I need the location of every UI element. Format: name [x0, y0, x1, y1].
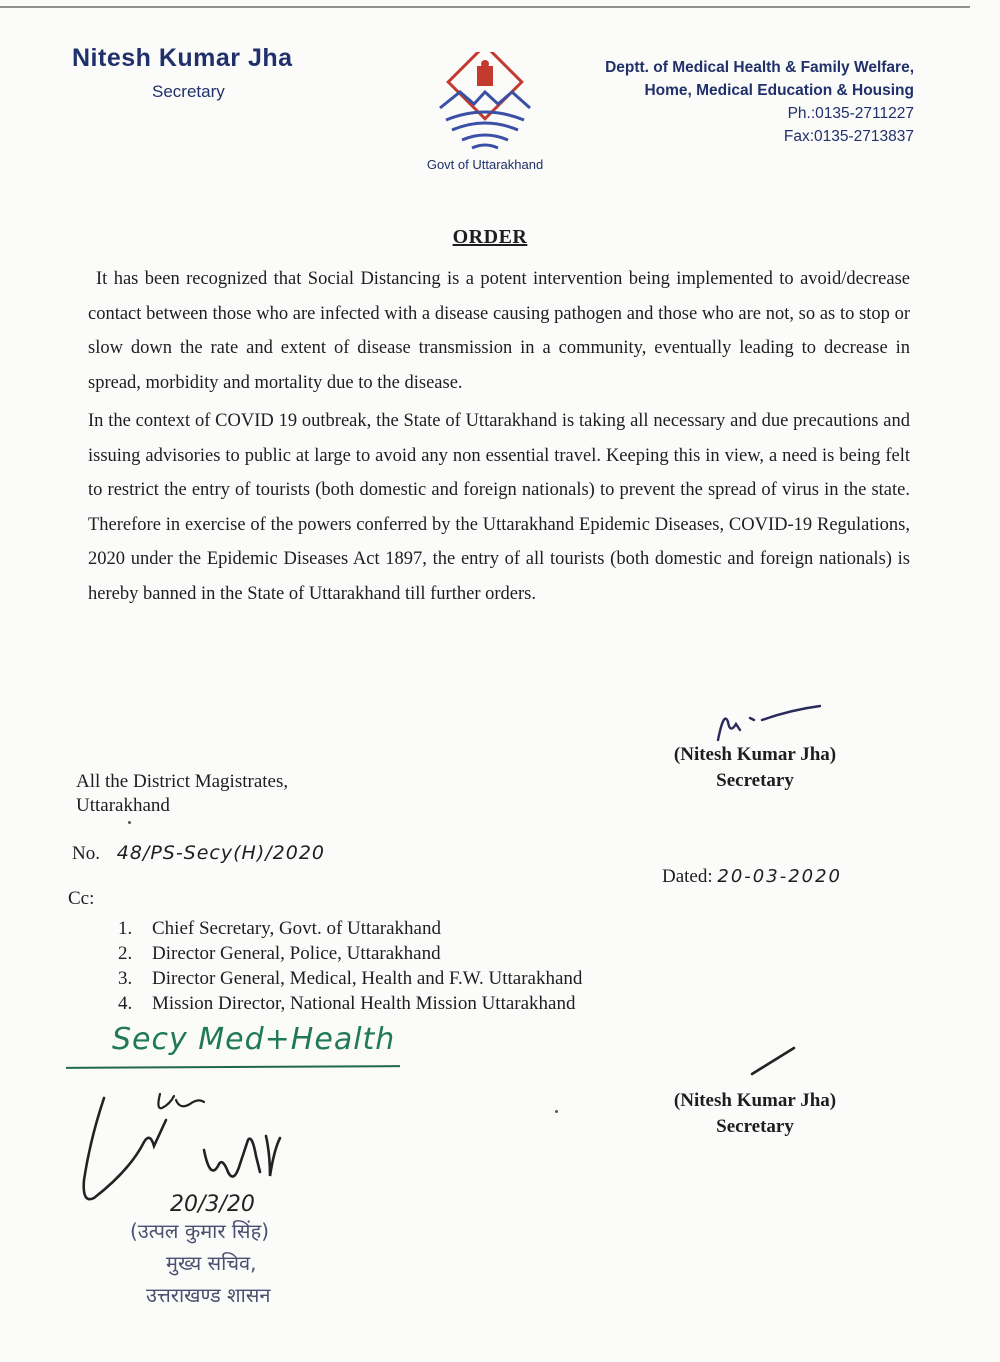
cc-item: 3. Director General, Medical, Health and F.W. Uttarakhand — [118, 968, 583, 989]
stamp-line-3: उत्तराखण्ड शासन — [146, 1283, 271, 1307]
letterhead-name: Nitesh Kumar Jha — [72, 44, 293, 72]
reference-value: 48/PS-Secy(H)/2020 — [116, 842, 325, 864]
department-line-2: Home, Medical Education & Housing — [644, 82, 914, 99]
signatory-name: (Nitesh Kumar Jha) — [673, 1090, 837, 1111]
signatory-role: Secretary — [716, 1116, 794, 1137]
scan-edge-line — [0, 6, 970, 8]
handwritten-date: 20/3/20 — [170, 1192, 255, 1217]
department-line-1: Deptt. of Medical Health & Family Welfare, — [605, 59, 914, 76]
handwritten-note: Secy Med+Health — [112, 1022, 396, 1057]
paragraph-2: In the context of COVID 19 outbreak, the State of Uttarakhand is taking all necessary and due precautions and issuing advisories to public at large to avoid any non essential travel. Keeping this in view, a need is being felt to restrict the entry of tourists (both domestic and foreign nationals) to prevent the spread of virus in the state. Therefore in exercise of the powers conferred by the Uttarakhand Epidemic Diseases, COVID-19 Regulations, 2020 under the Epidemic Diseases Act 1897, the entry of all tourists (both domestic and foreign nationals) is hereby banned in the State of Uttarakhand till further orders. — [88, 411, 910, 604]
reference-label: No. — [72, 843, 100, 864]
cc-item: 4. Mission Director, National Health Mission Uttarakhand — [118, 993, 576, 1014]
underline-stroke — [66, 1065, 400, 1069]
speck — [555, 1110, 558, 1113]
cc-item: 1. Chief Secretary, Govt. of Uttarakhand — [118, 918, 441, 939]
addressee-line-2: Uttarakhand — [76, 795, 170, 816]
department-block — [605, 56, 914, 148]
date-label: Dated: — [662, 866, 713, 887]
signatory-role: Secretary — [716, 770, 794, 791]
document-title: ORDER — [452, 226, 528, 248]
cc-label: Cc: — [68, 888, 95, 909]
date-value: 20-03-2020 — [717, 866, 843, 887]
govt-emblem-icon — [432, 52, 538, 154]
paragraph-1: It has been recognized that Social Distancing is a potent intervention being implemented to avoid/decrease contact between those who are infected with a disease causing pathogen and those who are not, so as to stop or slow down the rate and extent of disease transmission in a community, eventually leading to decrease in spread, morbidity and mortality due to the disease. — [88, 269, 910, 393]
order-body — [88, 262, 910, 615]
signature-mark-icon — [748, 1044, 798, 1078]
cc-item: 2. Director General, Police, Uttarakhand — [118, 943, 441, 964]
date-line — [662, 866, 842, 888]
stamp-line-1: (उत्पल कुमार सिंह) — [130, 1219, 270, 1243]
addressee-line-1: All the District Magistrates, — [76, 771, 289, 792]
reference-number — [72, 842, 325, 865]
stamp-line-2: मुख्य सचिव, — [166, 1251, 257, 1275]
speck — [128, 821, 131, 824]
official-stamp — [130, 1215, 270, 1311]
addressee — [76, 770, 288, 818]
emblem-caption: Govt of Uttarakhand — [426, 157, 544, 172]
cc-list — [118, 916, 582, 1016]
phone-number: Ph.:0135-2711227 — [787, 105, 914, 122]
signatory-name: (Nitesh Kumar Jha) — [673, 744, 837, 765]
letterhead-role: Secretary — [152, 82, 225, 101]
fax-number: Fax:0135-2713837 — [783, 128, 914, 145]
signature-block-bottom — [655, 1088, 855, 1140]
signature-block-top — [660, 742, 850, 794]
